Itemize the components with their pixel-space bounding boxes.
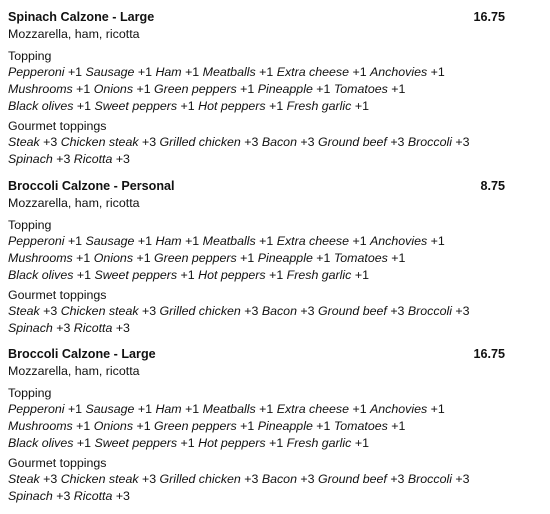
option-price: +3 — [296, 135, 318, 149]
option-name: Chicken steak — [60, 472, 139, 486]
option-name: Fresh garlic — [286, 99, 352, 113]
option-name: Ham — [155, 65, 182, 79]
option-price: +1 — [265, 99, 287, 113]
item-price: 16.75 — [473, 347, 505, 361]
option-name: Fresh garlic — [286, 436, 352, 450]
option-price: +1 — [236, 419, 258, 433]
option-name: Bacon — [261, 135, 297, 149]
option-name: Onions — [93, 82, 134, 96]
option-name: Pineapple — [257, 82, 313, 96]
option-price: +1 — [349, 234, 371, 248]
option-price: +3 — [52, 152, 74, 166]
option-price: +1 — [349, 65, 371, 79]
option-name: Black olives — [8, 436, 74, 450]
menu-item — [8, 345, 528, 508]
option-price: +1 — [72, 251, 94, 265]
option-price: +3 — [240, 472, 262, 486]
option-price: +1 — [181, 234, 203, 248]
option-price: +1 — [427, 234, 445, 248]
option-price: +3 — [39, 304, 61, 318]
option-price: +3 — [386, 472, 408, 486]
option-price: +3 — [451, 135, 470, 149]
option-price: +3 — [296, 304, 318, 318]
option-name: Broccoli — [407, 135, 452, 149]
option-name: Green peppers — [154, 419, 237, 433]
option-name: Ham — [155, 234, 182, 248]
option-price: +1 — [351, 268, 369, 282]
gourmet-topping-options — [8, 303, 528, 337]
option-name: Tomatoes — [333, 419, 388, 433]
option-price: +1 — [64, 402, 86, 416]
option-price: +1 — [351, 436, 369, 450]
option-price: +3 — [112, 321, 130, 335]
option-name: Pepperoni — [8, 234, 65, 248]
option-name: Meatballs — [202, 402, 256, 416]
option-name: Ground beef — [317, 135, 387, 149]
option-name: Anchovies — [370, 65, 428, 79]
gourmet-toppings-label: Gourmet toppings — [8, 456, 107, 470]
option-line — [8, 471, 528, 488]
option-price: +3 — [52, 489, 74, 503]
item-price: 8.75 — [480, 179, 505, 193]
option-name: Meatballs — [202, 234, 256, 248]
option-line — [8, 64, 528, 81]
gourmet-toppings-label: Gourmet toppings — [8, 288, 107, 302]
option-name: Pineapple — [257, 419, 313, 433]
option-name: Sweet peppers — [94, 268, 178, 282]
option-price: +1 — [177, 436, 199, 450]
option-name: Black olives — [8, 99, 74, 113]
option-price: +1 — [427, 402, 445, 416]
option-price: +3 — [386, 304, 408, 318]
option-price: +1 — [236, 82, 258, 96]
option-price: +1 — [133, 82, 155, 96]
item-description: Mozzarella, ham, ricotta — [8, 364, 140, 378]
option-price: +1 — [255, 402, 277, 416]
option-name: Mushrooms — [8, 419, 73, 433]
option-price: +1 — [72, 82, 94, 96]
option-price: +3 — [112, 489, 130, 503]
option-line — [8, 233, 528, 250]
option-price: +1 — [134, 65, 156, 79]
option-line — [8, 267, 528, 284]
option-name: Onions — [93, 251, 134, 265]
option-name: Tomatoes — [333, 251, 388, 265]
option-name: Ricotta — [73, 489, 113, 503]
option-name: Chicken steak — [60, 135, 139, 149]
item-header — [8, 8, 528, 26]
option-price: +1 — [387, 251, 406, 265]
option-name: Ricotta — [73, 152, 113, 166]
option-price: +1 — [72, 419, 94, 433]
option-price: +1 — [134, 402, 156, 416]
option-price: +3 — [240, 135, 262, 149]
option-name: Sausage — [85, 234, 135, 248]
option-price: +1 — [177, 268, 199, 282]
option-line — [8, 418, 528, 435]
option-price: +1 — [73, 99, 95, 113]
option-line — [8, 81, 528, 98]
option-price: +3 — [52, 321, 74, 335]
topping-options — [8, 233, 528, 284]
option-name: Ground beef — [317, 304, 387, 318]
item-header — [8, 177, 528, 195]
option-price: +1 — [265, 268, 287, 282]
option-line — [8, 151, 528, 168]
option-name: Pepperoni — [8, 402, 65, 416]
option-line — [8, 250, 528, 267]
item-description: Mozzarella, ham, ricotta — [8, 27, 140, 41]
option-price: +1 — [177, 99, 199, 113]
option-name: Extra cheese — [276, 234, 350, 248]
option-name: Extra cheese — [276, 65, 350, 79]
option-name: Spinach — [8, 152, 53, 166]
item-description: Mozzarella, ham, ricotta — [8, 196, 140, 210]
menu-item — [8, 8, 528, 171]
option-line — [8, 401, 528, 418]
option-price: +3 — [451, 472, 470, 486]
option-name: Steak — [8, 135, 40, 149]
option-price: +1 — [387, 82, 406, 96]
option-price: +1 — [133, 419, 155, 433]
option-price: +3 — [296, 472, 318, 486]
option-name: Ground beef — [317, 472, 387, 486]
option-name: Grilled chicken — [159, 472, 241, 486]
option-name: Ham — [155, 402, 182, 416]
option-price: +3 — [138, 304, 160, 318]
option-name: Bacon — [261, 304, 297, 318]
option-price: +1 — [181, 65, 203, 79]
option-price: +3 — [39, 135, 61, 149]
option-name: Onions — [93, 419, 134, 433]
option-price: +1 — [255, 234, 277, 248]
option-name: Hot peppers — [198, 268, 266, 282]
option-name: Hot peppers — [198, 436, 266, 450]
option-name: Bacon — [261, 472, 297, 486]
topping-label: Topping — [8, 49, 52, 63]
option-price: +1 — [387, 419, 406, 433]
option-price: +3 — [386, 135, 408, 149]
option-price: +1 — [181, 402, 203, 416]
option-name: Anchovies — [370, 234, 428, 248]
option-price: +1 — [351, 99, 369, 113]
option-price: +1 — [236, 251, 258, 265]
option-price: +3 — [240, 304, 262, 318]
option-name: Steak — [8, 304, 40, 318]
topping-options — [8, 64, 528, 115]
option-name: Tomatoes — [333, 82, 388, 96]
option-price: +1 — [312, 419, 334, 433]
option-name: Anchovies — [370, 402, 428, 416]
option-price: +1 — [73, 268, 95, 282]
option-name: Green peppers — [154, 251, 237, 265]
topping-label: Topping — [8, 218, 52, 232]
option-line — [8, 435, 528, 452]
option-price: +1 — [265, 436, 287, 450]
item-name: Broccoli Calzone - Personal — [8, 179, 175, 193]
option-name: Mushrooms — [8, 82, 73, 96]
option-name: Hot peppers — [198, 99, 266, 113]
option-name: Chicken steak — [60, 304, 139, 318]
option-name: Pepperoni — [8, 65, 65, 79]
option-price: +1 — [349, 402, 371, 416]
topping-label: Topping — [8, 386, 52, 400]
option-name: Grilled chicken — [159, 135, 241, 149]
option-name: Green peppers — [154, 82, 237, 96]
option-name: Extra cheese — [276, 402, 350, 416]
menu-item — [8, 177, 528, 340]
option-name: Black olives — [8, 268, 74, 282]
option-price: +3 — [451, 304, 470, 318]
option-name: Sausage — [85, 65, 135, 79]
gourmet-toppings-label: Gourmet toppings — [8, 119, 107, 133]
option-name: Broccoli — [407, 304, 452, 318]
option-price: +1 — [133, 251, 155, 265]
topping-options — [8, 401, 528, 452]
option-name: Steak — [8, 472, 40, 486]
option-name: Mushrooms — [8, 251, 73, 265]
option-name: Fresh garlic — [286, 268, 352, 282]
option-price: +3 — [138, 135, 160, 149]
option-price: +1 — [255, 65, 277, 79]
option-name: Sausage — [85, 402, 135, 416]
option-price: +1 — [64, 65, 86, 79]
gourmet-topping-options — [8, 134, 528, 168]
option-price: +1 — [134, 234, 156, 248]
item-header — [8, 345, 528, 363]
option-price: +1 — [312, 82, 334, 96]
option-line — [8, 134, 528, 151]
option-price: +1 — [73, 436, 95, 450]
option-name: Sweet peppers — [94, 436, 178, 450]
option-name: Meatballs — [202, 65, 256, 79]
gourmet-topping-options — [8, 471, 528, 505]
option-price: +1 — [64, 234, 86, 248]
option-name: Spinach — [8, 321, 53, 335]
option-name: Ricotta — [73, 321, 113, 335]
option-price: +1 — [427, 65, 445, 79]
option-price: +3 — [112, 152, 130, 166]
option-name: Sweet peppers — [94, 99, 178, 113]
item-name: Broccoli Calzone - Large — [8, 347, 156, 361]
option-price: +3 — [39, 472, 61, 486]
item-price: 16.75 — [473, 10, 505, 24]
option-line — [8, 98, 528, 115]
option-name: Spinach — [8, 489, 53, 503]
option-name: Broccoli — [407, 472, 452, 486]
option-line — [8, 320, 528, 337]
option-name: Grilled chicken — [159, 304, 241, 318]
option-price: +3 — [138, 472, 160, 486]
option-name: Pineapple — [257, 251, 313, 265]
option-line — [8, 303, 528, 320]
option-price: +1 — [312, 251, 334, 265]
item-name: Spinach Calzone - Large — [8, 10, 155, 24]
option-line — [8, 488, 528, 505]
